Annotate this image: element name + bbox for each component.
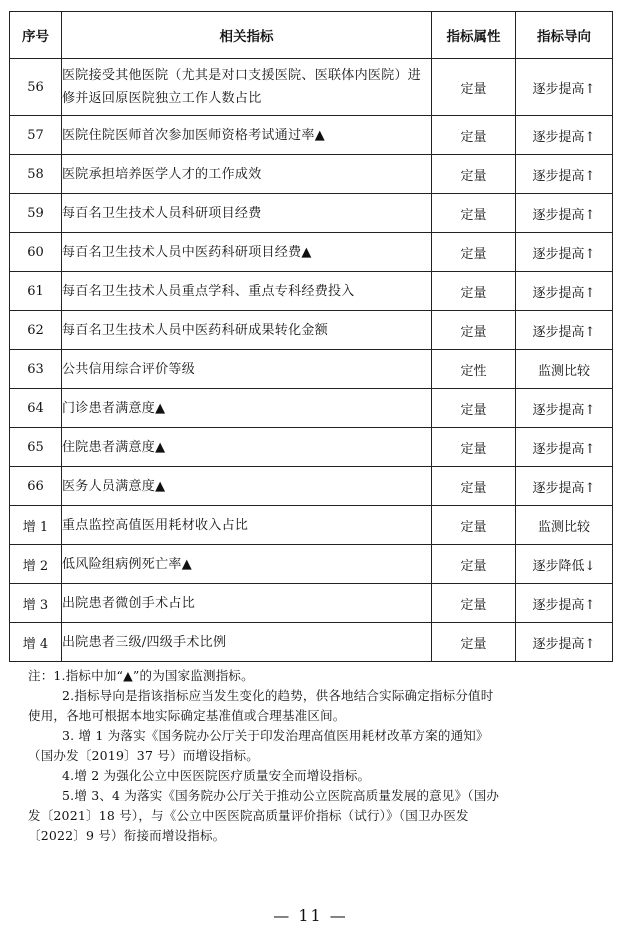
row-direction: 逐步提高↑: [516, 272, 613, 311]
row-attribute: 定量: [432, 428, 516, 467]
row-direction: 逐步提高↑: [516, 155, 613, 194]
row-indicator: 每百名卫生技术人员重点学科、重点专科经费投入: [62, 272, 432, 311]
row-number: 58: [10, 155, 62, 194]
row-indicator: 出院患者三级/四级手术比例: [62, 623, 432, 662]
row-number: 增 1: [10, 506, 62, 545]
table-row: [10, 59, 613, 116]
row-direction: 逐步提高↑: [516, 311, 613, 350]
row-attribute: 定量: [432, 272, 516, 311]
row-attribute: 定量: [432, 233, 516, 272]
table-row: [10, 545, 613, 584]
note-line: 〔2022〕9 号）衔接而增设指标。: [28, 828, 226, 843]
notes-section: [28, 666, 600, 846]
table-row: [10, 311, 613, 350]
row-direction: 监测比较: [516, 506, 613, 545]
row-direction: 逐步降低↓: [516, 545, 613, 584]
row-number: 57: [10, 116, 62, 155]
row-number: 61: [10, 272, 62, 311]
table-row: [10, 350, 613, 389]
table-row: [10, 155, 613, 194]
row-number: 64: [10, 389, 62, 428]
row-number: 60: [10, 233, 62, 272]
table-row: [10, 467, 613, 506]
row-number: 63: [10, 350, 62, 389]
header-dir: 指标导向: [516, 12, 613, 59]
indicator-table: [9, 11, 613, 662]
row-number: 65: [10, 428, 62, 467]
table-row: [10, 233, 613, 272]
table-row: [10, 623, 613, 662]
table-row: [10, 389, 613, 428]
row-indicator: 每百名卫生技术人员中医药科研项目经费▲: [62, 233, 432, 272]
row-direction: 逐步提高↑: [516, 59, 613, 116]
row-number: 62: [10, 311, 62, 350]
row-indicator: 出院患者微创手术占比: [62, 584, 432, 623]
row-indicator: 每百名卫生技术人员中医药科研成果转化金额: [62, 311, 432, 350]
row-direction: 监测比较: [516, 350, 613, 389]
row-number: 66: [10, 467, 62, 506]
row-attribute: 定量: [432, 59, 516, 116]
row-attribute: 定量: [432, 506, 516, 545]
row-direction: 逐步提高↑: [516, 194, 613, 233]
table-row: [10, 584, 613, 623]
row-direction: 逐步提高↑: [516, 116, 613, 155]
note-line: 2.指标导向是指该指标应当发生变化的趋势，供各地结合实际确定指标分值时: [62, 688, 494, 703]
table-row: [10, 506, 613, 545]
note-line: 5.增 3、4 为落实《国务院办公厅关于推动公立医院高质量发展的意见》（国办: [62, 788, 500, 803]
table-row: [10, 194, 613, 233]
row-indicator: 公共信用综合评价等级: [62, 350, 432, 389]
header-attr: 指标属性: [432, 12, 516, 59]
table-row: [10, 272, 613, 311]
row-attribute: 定量: [432, 584, 516, 623]
row-attribute: 定量: [432, 545, 516, 584]
row-indicator: 住院患者满意度▲: [62, 428, 432, 467]
row-indicator: 重点监控高值医用耗材收入占比: [62, 506, 432, 545]
note-line: 发〔2021〕18 号），与《公立中医医院高质量评价指标（试行）》（国卫办医发: [28, 808, 469, 823]
note-line: 3. 增 1 为落实《国务院办公厅关于印发治理高值医用耗材改革方案的通知》: [62, 728, 489, 743]
table-row: [10, 116, 613, 155]
table-row: [10, 428, 613, 467]
row-attribute: 定量: [432, 194, 516, 233]
row-number: 增 4: [10, 623, 62, 662]
row-indicator: 医院住院医师首次参加医师资格考试通过率▲: [62, 116, 432, 155]
row-number: 增 3: [10, 584, 62, 623]
row-attribute: 定量: [432, 467, 516, 506]
row-number: 增 2: [10, 545, 62, 584]
row-number: 59: [10, 194, 62, 233]
row-indicator: 每百名卫生技术人员科研项目经费: [62, 194, 432, 233]
row-attribute: 定量: [432, 155, 516, 194]
row-indicator: 医务人员满意度▲: [62, 467, 432, 506]
row-direction: 逐步提高↑: [516, 623, 613, 662]
row-direction: 逐步提高↑: [516, 584, 613, 623]
note-line: 注：1.指标中加“▲”的为国家监测指标。: [28, 668, 254, 683]
row-attribute: 定量: [432, 311, 516, 350]
table-body: [10, 59, 613, 662]
note-line: （国办发〔2019〕37 号）而增设指标。: [28, 748, 259, 763]
row-attribute: 定量: [432, 389, 516, 428]
header-num: 序号: [10, 12, 62, 59]
row-indicator: 低风险组病例死亡率▲: [62, 545, 432, 584]
row-direction: 逐步提高↑: [516, 233, 613, 272]
note-line: 使用，各地可根据本地实际确定基准值或合理基准区间。: [28, 708, 346, 723]
row-direction: 逐步提高↑: [516, 389, 613, 428]
note-line: 4.增 2 为强化公立中医医院医疗质量安全而增设指标。: [62, 768, 371, 783]
row-indicator: 医院接受其他医院（尤其是对口支援医院、医联体内医院）进修并返回原医院独立工作人数占比: [62, 59, 432, 116]
row-indicator: 医院承担培养医学人才的工作成效: [62, 155, 432, 194]
row-attribute: 定量: [432, 116, 516, 155]
row-direction: 逐步提高↑: [516, 428, 613, 467]
row-attribute: 定量: [432, 623, 516, 662]
row-number: 56: [10, 59, 62, 116]
header-name: 相关指标: [62, 12, 432, 59]
row-indicator: 门诊患者满意度▲: [62, 389, 432, 428]
row-attribute: 定性: [432, 350, 516, 389]
row-direction: 逐步提高↑: [516, 467, 613, 506]
page-number: — 11 —: [273, 906, 348, 925]
table-header-row: [10, 12, 613, 59]
